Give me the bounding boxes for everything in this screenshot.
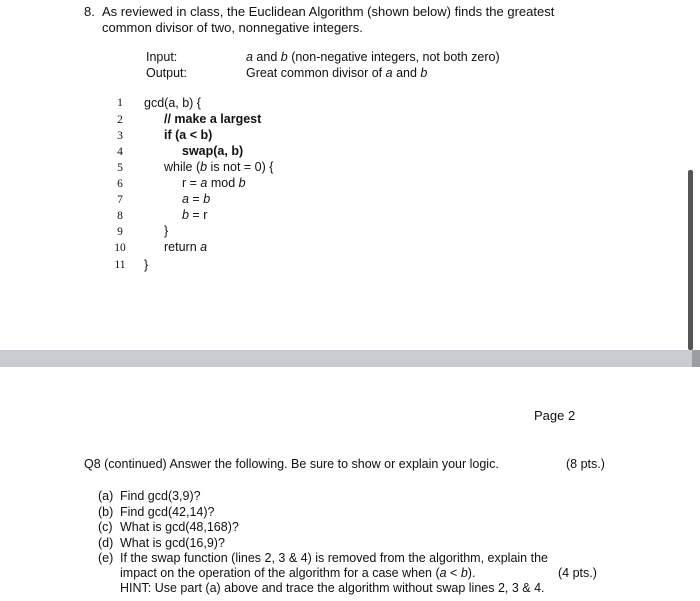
q8-points: (8 pts.) — [566, 457, 605, 471]
code-line-3: if (a < b) — [164, 128, 213, 142]
code-line-11: } — [144, 258, 149, 272]
code-line-6: r = a mod b — [182, 176, 246, 190]
input-value: a and b (non-negative integers, not both zero) — [246, 50, 500, 64]
line-number: 3 — [117, 130, 123, 142]
part-e-points: (4 pts.) — [558, 566, 597, 580]
line-number: 6 — [117, 178, 123, 190]
line-number: 10 — [114, 242, 126, 254]
code-line-2: // make a largest — [164, 112, 262, 126]
question-heading — [84, 4, 554, 36]
code-line-4: swap(a, b) — [182, 144, 244, 158]
part-e-line2: impact on the operation of the algorithm for a case when (a < b). — [120, 566, 476, 580]
part-d: (d) What is gcd(16,9)? — [98, 536, 225, 550]
code-line-5: while (b is not = 0) { — [164, 160, 274, 174]
question-text-line1: As reviewed in class, the Euclidean Algorithm (shown below) finds the greatest — [102, 4, 555, 19]
page-divider-edge — [692, 350, 700, 367]
code-line-9: } — [164, 224, 169, 238]
part-e: (e) If the swap function (lines 2, 3 & 4) is removed from the algorithm, explain the — [98, 551, 548, 565]
part-a: (a) Find gcd(3,9)? — [98, 489, 201, 503]
input-label: Input: — [146, 50, 178, 64]
q8-intro: Q8 (continued) Answer the following. Be sure to show or explain your logic. — [84, 457, 499, 471]
part-c: (c) What is gcd(48,168)? — [98, 520, 239, 534]
line-number: 8 — [117, 210, 123, 222]
part-b: (b) Find gcd(42,14)? — [98, 505, 215, 519]
question-number: 8. — [84, 4, 95, 19]
hint: HINT: Use part (a) above and trace the algorithm without swap lines 2, 3 & 4. — [120, 581, 545, 595]
question-text-line2: common divisor of two, nonnegative integers. — [102, 20, 363, 35]
code-line-1: gcd(a, b) { — [144, 96, 201, 110]
line-number: 5 — [117, 162, 123, 174]
code-line-7: a = b — [182, 192, 211, 206]
line-number: 9 — [117, 226, 123, 238]
code-line-8: b = r — [182, 208, 208, 222]
line-number: 7 — [117, 194, 123, 206]
page-divider — [0, 350, 700, 367]
page-label: Page 2 — [534, 408, 576, 423]
line-number: 4 — [117, 146, 123, 158]
code-line-10: return a — [164, 240, 208, 254]
scrollbar-thumb[interactable] — [688, 170, 693, 350]
line-number: 11 — [114, 259, 126, 271]
output-label: Output: — [146, 66, 187, 80]
line-number: 1 — [117, 97, 123, 109]
output-value: Great common divisor of a and b — [246, 66, 428, 80]
line-number: 2 — [117, 114, 123, 126]
